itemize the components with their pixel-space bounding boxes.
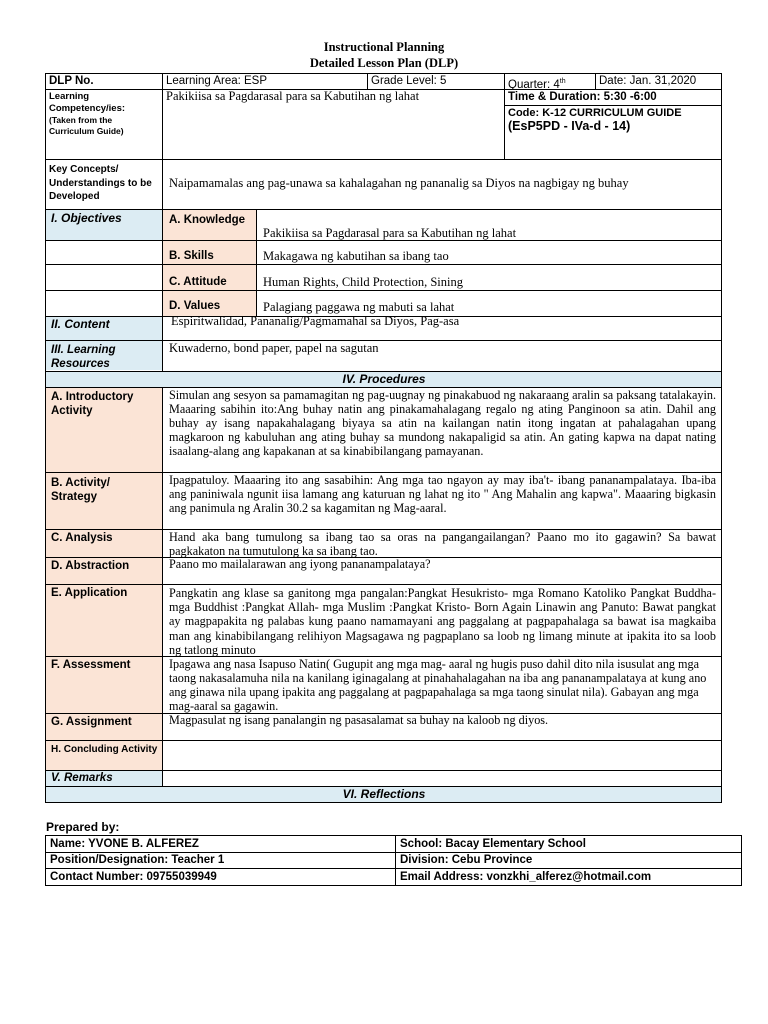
- objective-attitude-value: Human Rights, Child Protection, Sining: [263, 275, 464, 289]
- objective-values-value: Palagiang paggawa ng mabuti sa lahat: [263, 300, 455, 314]
- procedure-concluding-value: [166, 741, 719, 769]
- competency-label-sub: (Taken from the Curriculum Guide): [49, 115, 124, 136]
- procedure-activity-label: B. Activity/ Strategy: [51, 477, 111, 503]
- procedure-activity-value: Ipagpatuloy. Maaaring ito ang sasabihin: Ang mga tao ngayon ay may iba't- ibang pananampalataya. Iba-iba ang paniniwala ngunit iisa lamang ang katuruan ng lahat ng ito " Ang Mahalin ang kapwa". Maaaring bigkasin ang panimula ng Aralin 30.2 sa kagamitan ng Mag-aaral.: [169, 473, 716, 515]
- code-value: (EsP5PD - IVa-d - 14): [508, 119, 631, 133]
- grid-line: [45, 264, 722, 265]
- grid-line: [162, 73, 163, 371]
- date: Date: Jan. 31,2020: [599, 75, 697, 87]
- code-label: Code: K-12 CURRICULUM GUIDE: [508, 107, 682, 119]
- grid-line: [45, 209, 722, 210]
- document-title: Instructional Planning: [323, 40, 445, 54]
- objective-attitude-label: C. Attitude: [169, 276, 227, 288]
- division-field: Division: Cebu Province: [400, 854, 533, 866]
- key-concepts-label: Key Concepts/ Understandings to be Developed: [49, 164, 152, 202]
- reflections-heading: VI. Reflections: [342, 787, 426, 801]
- objective-values-label: D. Values: [169, 300, 221, 312]
- grid-line: [395, 835, 396, 886]
- school-field: School: Bacay Elementary School: [400, 838, 586, 850]
- content-label: II. Content: [51, 317, 110, 331]
- email-field: Email Address: vonzkhi_alferez@hotmail.com: [400, 871, 652, 883]
- learning-area: Learning Area: ESP: [166, 75, 268, 87]
- procedure-analysis-value: Hand aka bang tumulong sa ibang tao sa oras na pangangailangan? Paano mo ito gagawin? Sa bawat pagkakaton na tumutulong ka sa ibang tao.: [169, 530, 716, 557]
- competency-value: Pakikiisa sa Pagdarasal para sa Kabutihan ng lahat: [166, 89, 420, 103]
- grid-line: [256, 209, 257, 316]
- grid-line: [741, 835, 742, 886]
- dlp-no-label: DLP No.: [49, 75, 94, 87]
- objective-skills-label: B. Skills: [169, 250, 214, 262]
- procedure-concluding-label: H. Concluding Activity: [51, 744, 158, 755]
- grid-line: [45, 835, 46, 886]
- procedure-analysis-label: C. Analysis: [51, 532, 113, 544]
- procedure-application-label: E. Application: [51, 587, 128, 599]
- key-concepts-value: Naipamamalas ang pag-unawa sa kahalagahan ng pananalig sa Diyos na nagbigay ng buhay: [169, 176, 629, 190]
- grid-line: [162, 387, 163, 786]
- procedure-intro-label: A. Introductory Activity: [51, 391, 134, 417]
- remarks-label: V. Remarks: [51, 772, 113, 784]
- procedure-abstraction-label: D. Abstraction: [51, 560, 130, 572]
- document-subtitle: Detailed Lesson Plan (DLP): [309, 56, 459, 70]
- objective-knowledge-value: Pakikiisa sa Pagdarasal para sa Kabutihan ng lahat: [263, 226, 517, 240]
- competency-label-main: Learning Competency/ies:: [49, 91, 126, 114]
- procedure-assessment-label: F. Assessment: [51, 659, 131, 671]
- objective-skills-value: Makagawa ng kabutihan sa ibang tao: [263, 249, 449, 263]
- name-field: Name: YVONE B. ALFEREZ: [50, 838, 199, 850]
- objective-knowledge-label: A. Knowledge: [169, 214, 246, 226]
- objectives-label: I. Objectives: [51, 211, 122, 225]
- grade-level: Grade Level: 5: [371, 75, 447, 87]
- grid-line: [45, 290, 722, 291]
- procedure-assessment-value: Ipagawa ang nasa Isapuso Natin( Gugupit ang mga mag- aaral ng hugis puso dahil dito nila isusulat ang mga taong nakasalamuha nila na kanilang iginagalang at pinahahalagahan na iba ang pananampalataya at kung ano ang ginawa nila upang ipakita ang paggalang at pagpapahalaga sa mga taong sinulat nila). Gabayan ang mga mag-aaral sa gagawin.: [169, 657, 707, 713]
- procedure-intro-value: Simulan ang sesyon sa pamamagitan ng pag-uugnay ng pinakabuod ng nakaraang aralin sa paksang tatalakayin. Maaaring sabihin ito:Ang buhay natin ang pinakamahalagang regalo ng ating Panginoon sa atin. Dahil ang buhay ay isang napakahalagang biyaya sa atin na kailangan natin itong ingatan at pahalagahan upang magkaroon ng kabuluhan ang ating buhay sa mundong nakapaligid sa atin. An gating kapwa na dapat nating isaalang-alang ang kapakanan at sa kinabibilangang pamayanan.: [169, 388, 716, 458]
- procedure-assignment-label: G. Assignment: [51, 716, 132, 728]
- grid-line: [45, 885, 742, 886]
- resources-value: Kuwaderno, bond paper, papel na sagutan: [169, 341, 379, 355]
- procedure-abstraction-value: Paano mo mailalarawan ang iyong pananampalataya?: [169, 557, 431, 571]
- quarter: Quarter: 4th: [508, 78, 566, 89]
- prepared-by-label: Prepared by:: [46, 820, 120, 834]
- procedures-heading: IV. Procedures: [342, 372, 426, 386]
- resources-label: III. Learning Resources: [51, 344, 116, 370]
- content-value: Espiritwalidad, Pananalig/Pagmamahal sa Diyos, Pag-asa: [171, 314, 460, 328]
- procedure-assignment-value: Magpasulat ng isang panalangin ng pasasalamat sa buhay na kaloob ng diyos.: [169, 713, 549, 727]
- position-field: Position/Designation: Teacher 1: [50, 854, 225, 866]
- time-duration: Time & Duration: 5:30 -6:00: [508, 91, 657, 103]
- competency-label: [46, 90, 162, 159]
- grid-line: [45, 159, 722, 160]
- contact-field: Contact Number: 09755039949: [50, 871, 217, 883]
- grid-line: [45, 802, 722, 803]
- procedure-application-value: Pangkatin ang klase sa ganitong mga pangalan:Pangkat Hesukristo- mga Romano Katoliko Pangkat Buddha- mga Buddhist :Pangkat Allah- mga Muslim :Pangkat Kristo- Born Again Linawin ang Panuto: Bawat pangkat ay magpapakita ng palabas kung paano namamayani ang paggalang at pagpapahalaga sa bawat isa magkaiba man ang kinabibilangang relihiyon Magsagawa ng pagpaplano sa loob ng limang minute at ipakita ito sa loob ng tatlong minuto: [169, 586, 716, 656]
